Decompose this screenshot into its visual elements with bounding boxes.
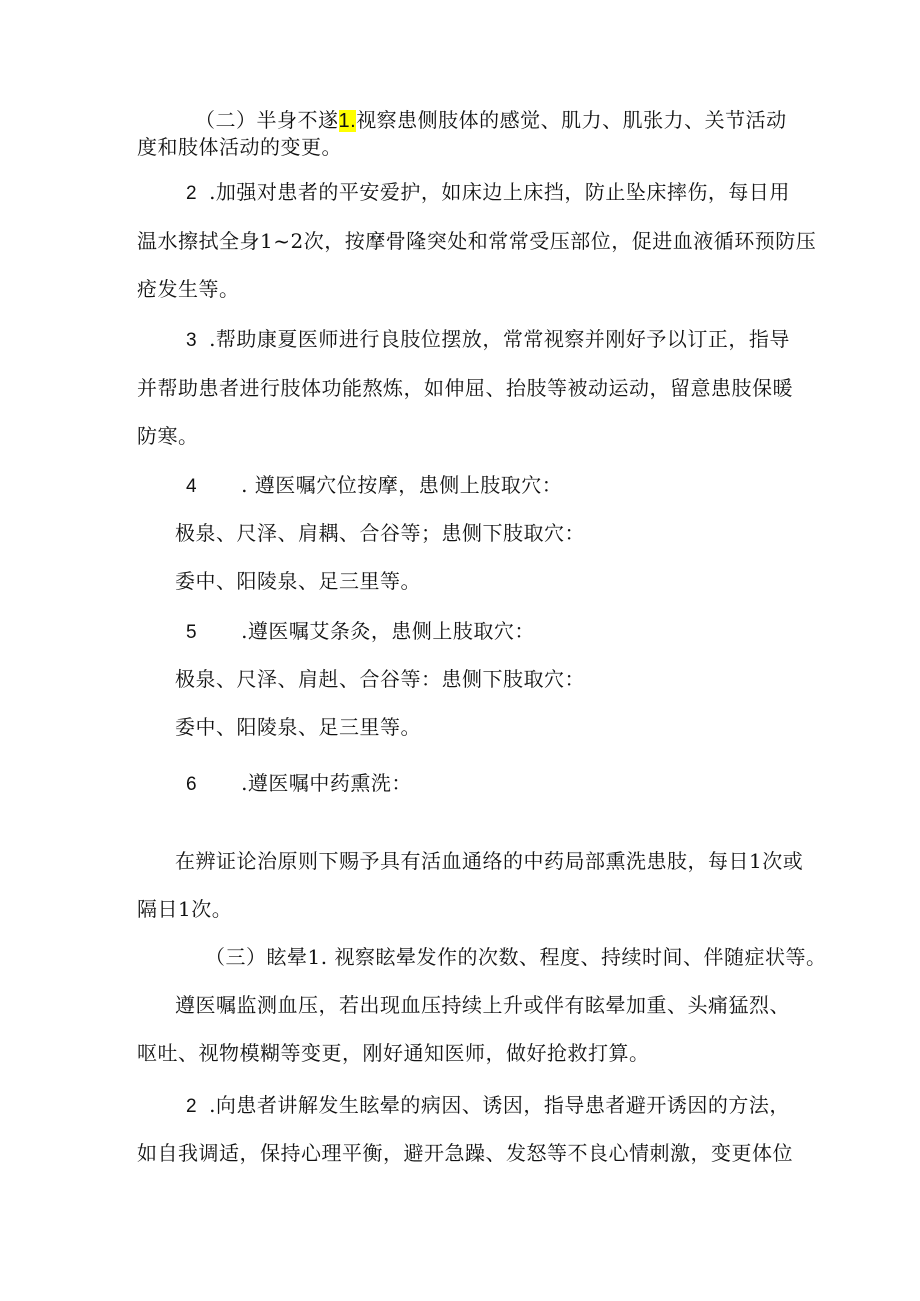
item3-text: .帮助康夏医师进行良肢位摆放，常常视察并刚好予以订正，指导	[209, 327, 790, 351]
highlighted-item-number: 1.	[338, 110, 357, 132]
item3-text-cont1: 并帮助患者进行肢体功能熬炼，如伸屈、抬肢等被动运动，留意患肢保暖	[137, 376, 793, 400]
section3-item2-text: .向患者讲解发生眩晕的病因、诱因，指导患者避开诱因的方法，	[209, 1093, 790, 1117]
item4-number: 4	[186, 476, 198, 497]
item4-text: . 遵医嘱穴位按摩，患侧上肢取穴：	[241, 473, 563, 497]
item6-text-cont1: 在辨证论治原则下赐予具有活血通络的中药局部熏洗患肢，每日1次或	[175, 849, 804, 873]
item4-acupoints-lower: 委中、阳陵泉、足三里等。	[175, 569, 421, 593]
section2-heading: （二）半身不遂	[195, 108, 339, 132]
item6-text-cont2: 隔日1次。	[137, 897, 233, 921]
item2-text-cont1: 温水擦拭全身1~2次，按摩骨隆突处和常常受压部位，促进血液循环预防压	[137, 229, 817, 253]
item2-line	[186, 179, 790, 207]
item3-line	[186, 326, 790, 354]
item4-acupoints-upper: 极泉、尺泽、肩耦、合谷等；患侧下肢取穴：	[175, 521, 585, 545]
item2-text: .加强对患者的平安爱护，如床边上床挡，防止坠床摔伤，每日用	[209, 180, 790, 204]
section3-text-line2: 遵医嘱监测血压，若出现血压持续上升或伴有眩晕加重、头痛猛烈、	[175, 993, 790, 1017]
item3-text-cont2: 防寒。	[137, 424, 199, 448]
section3-item2-line	[186, 1092, 790, 1120]
section3-item2-text-cont: 如自我调适，保持心理平衡，避开急躁、发怒等不良心情刺激，变更体位	[137, 1141, 793, 1165]
item4-line	[186, 472, 562, 500]
section3-item2-number: 2	[186, 1096, 198, 1117]
item2-number: 2	[186, 183, 198, 204]
item5-acupoints-lower: 委中、阳陵泉、足三里等。	[175, 715, 421, 739]
item6-line	[186, 770, 412, 798]
item5-acupoints-upper: 极泉、尺泽、肩赳、合谷等：患侧下肢取穴：	[175, 667, 585, 691]
section3-heading: （三）眩晕1. 视察眩晕发作的次数、程度、持续时间、伴随症状等。	[205, 945, 827, 969]
item3-number: 3	[186, 330, 198, 351]
item1-text-cont: 度和肢体活动的变更。	[137, 135, 342, 159]
item1-text: 视察患侧肢体的感觉、肌力、肌张力、关节活动	[356, 108, 787, 132]
section3-text-line3: 呕吐、视物模糊等变更，刚好通知医师，做好抢救打算。	[137, 1041, 650, 1065]
item5-line	[186, 618, 535, 646]
item5-text: .遵医嘱艾条灸，患侧上肢取穴：	[241, 619, 535, 643]
item6-number: 6	[186, 774, 198, 795]
item5-number: 5	[186, 622, 198, 643]
item6-text: .遵医嘱中药熏洗：	[241, 771, 412, 795]
item2-text-cont2: 疮发生等。	[137, 277, 240, 301]
section2-heading-line	[195, 107, 787, 134]
